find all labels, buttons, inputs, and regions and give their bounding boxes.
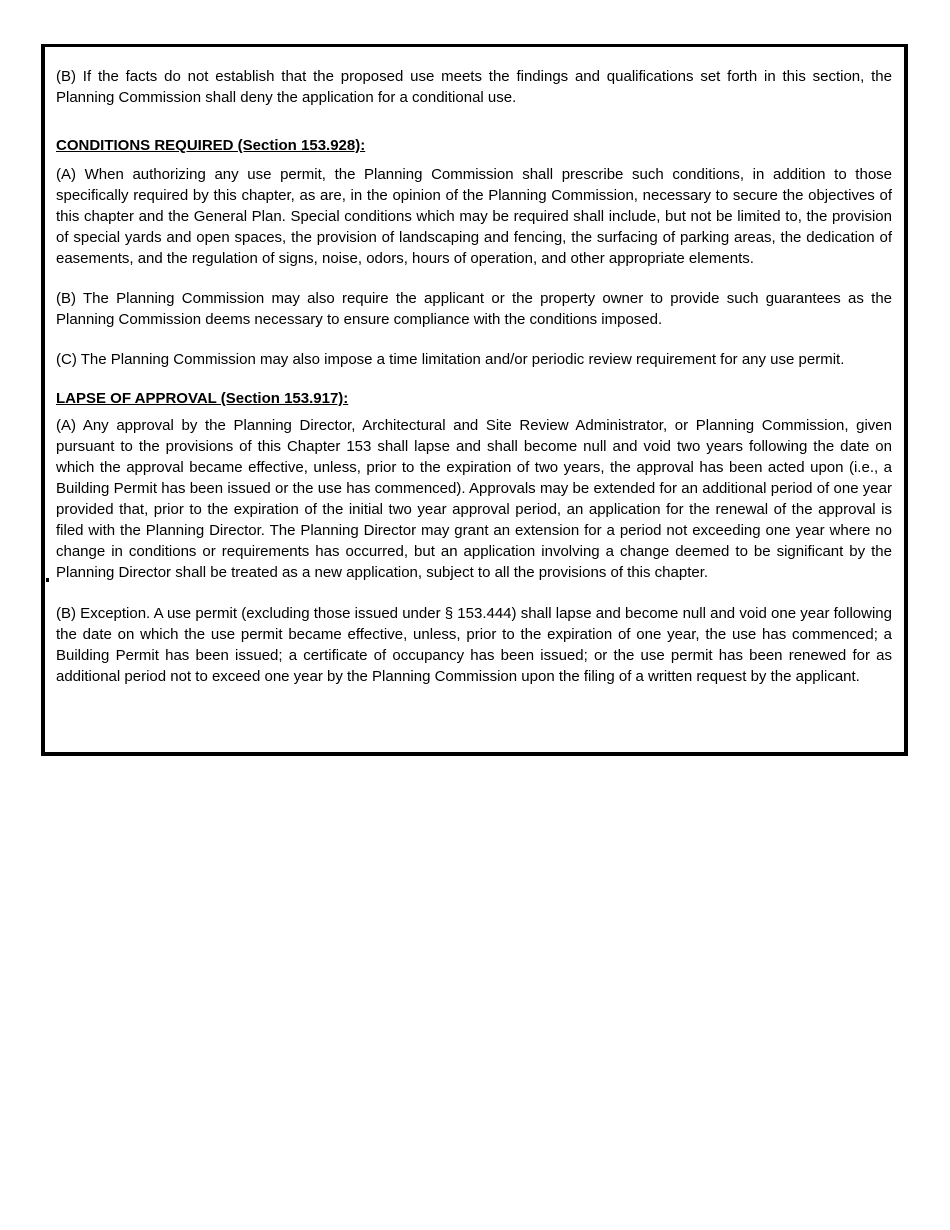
lapse-paragraph-b: (B) Exception. A use permit (excluding those issued under § 153.444) shall lapse and become null and void one year following the date on which the use permit became effective, unless, prior to the expiration of one year, the use has commenced; a Building Permit has been issued; a certificate of occupancy has been issued; or the use permit has been renewed for as additional period not to exceed one year by the Planning Commission upon the filing of a written request by the applicant. (56, 605, 892, 685)
lapse-paragraph-a: (A) Any approval by the Planning Director, Architectural and Site Review Administrator, or Planning Commission, given pursuant to the provisions of this Chapter 153 shall lapse and shall become null and void two years following the date on which the approval became effective, unless, prior to the expiration of two years, the approval has been acted upon (i.e., a Building Permit has been issued or the use has commenced). Approvals may be extended for an additional period of one year provided that, prior to the expiration of the initial two year approval period, an application for the renewal of the approval is filed with the Planning Director. The Planning Director may grant an extension for a period not exceeding one year where no change in conditions or requirements has occurred, but an application involving a change deemed to be significant by the Planning Director shall be treated as a new application, subject to all the provisions of this chapter. (56, 417, 892, 581)
lapse-of-approval-heading: LAPSE OF APPROVAL (Section 153.917): (56, 390, 349, 407)
conditions-paragraph-a: (A) When authorizing any use permit, the Planning Commission shall prescribe such conditions, in addition to those specifically required by this chapter, as are, in the opinion of the Planning Commission, necessary to secure the objectives of this chapter and the General Plan. Special conditions which may be required shall include, but not be limited to, the provision of special yards and open spaces, the provision of landscaping and fencing, the surfacing of parking areas, the dedication of easements, and the regulation of signs, noise, odors, hours of operation, and other appropriate elements. (56, 166, 892, 267)
intro-paragraph-b: (B) If the facts do not establish that the proposed use meets the findings and qualifications set forth in this section, the Planning Commission shall deny the application for a conditional use. (56, 68, 892, 106)
conditions-paragraph-c: (C) The Planning Commission may also impose a time limitation and/or periodic review requirement for any use permit. (56, 351, 845, 368)
document-body (56, 66, 892, 687)
conditions-required-heading: CONDITIONS REQUIRED (Section 153.928): (56, 137, 366, 154)
margin-mark (46, 578, 49, 582)
conditions-paragraph-b: (B) The Planning Commission may also require the applicant or the property owner to provide such guarantees as the Planning Commission deems necessary to ensure compliance with the conditions imposed. (56, 290, 892, 328)
